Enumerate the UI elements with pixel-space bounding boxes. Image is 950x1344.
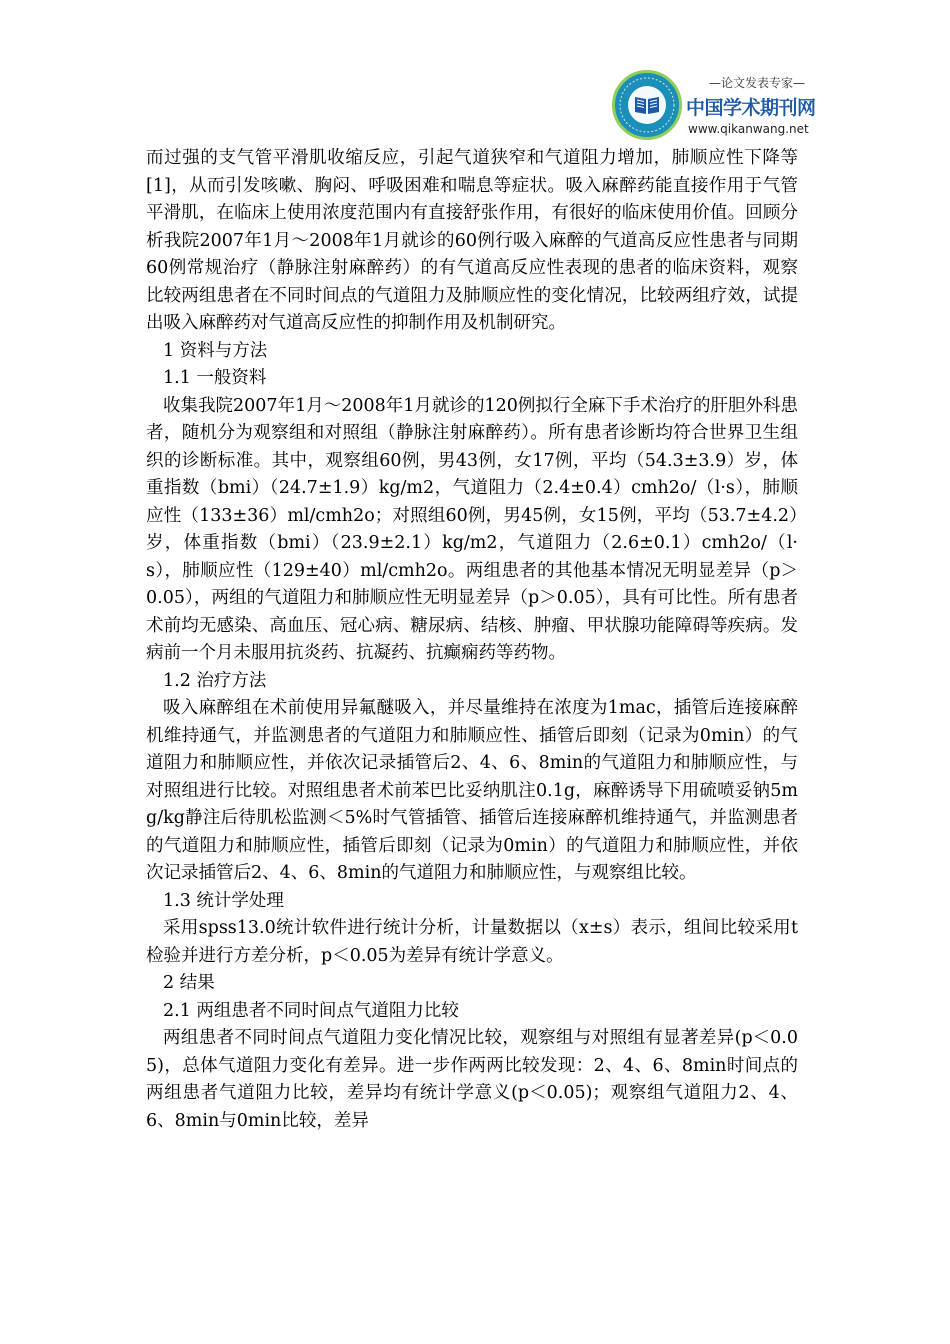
subsection-heading-2-1: 2.1 两组患者不同时间点气道阻力比较 xyxy=(163,1000,459,1021)
paragraph-statistics: 采用spss13.0统计软件进行统计分析，计量数据以（x±s）表示，组间比较采用t检验并进行方差分析，p＜0.05为差异有统计学意义。 xyxy=(146,918,798,966)
logo-slogan: —论文发表专家— xyxy=(708,76,805,90)
subsection-heading-1-1: 1.1 一般资料 xyxy=(163,368,267,388)
paragraph-intro: 而过强的支气管平滑肌收缩反应，引起气道狭窄和气道阻力增加，肺顺应性下降等[1]，从而引发咳嗽、胸闷、呼吸困难和喘息等症状。吸入麻醉药能直接作用于气管平滑肌，在临床上使用浓度范围内有直接舒张作用，有很好的临床使用价值。回顾分析我院2007年1月～2008年1月就诊的60例行吸入麻醉的气道高反应性患者与同期60例常规治疗（静脉注射麻醉药）的有气道高反应性表现的患者的临床资料，观察比较两组患者在不同时间点的气道阻力及肺顺应性的变化情况，比较两组疗效，试提出吸入麻醉药对气道高反应性的抑制作用及机制研究。 xyxy=(146,148,798,333)
logo-emblem-icon xyxy=(612,70,682,140)
section-heading-2: 2 结果 xyxy=(163,973,215,993)
logo-name: 中国学术期刊网 xyxy=(686,97,816,119)
subsection-heading-1-2: 1.2 治疗方法 xyxy=(163,670,267,691)
open-book-icon xyxy=(633,94,661,116)
logo-url: www.qikanwang.net xyxy=(688,122,809,136)
paragraph-results-airway: 两组患者不同时间点气道阻力变化情况比较，观察组与对照组有显著差异(p＜0.05)，总体气道阻力变化有差异。进一步作两两比较发现：2、4、6、8min时间点的两组患者气道阻力比较，差异均有统计学意义(p＜0.05)；观察组气道阻力2、4、6、8min与0min比较，差异 xyxy=(146,1028,798,1131)
site-logo xyxy=(612,70,832,156)
section-heading-1: 1 资料与方法 xyxy=(163,340,268,361)
paragraph-general-data: 收集我院2007年1月～2008年1月就诊的120例拟行全麻下手术治疗的肝胆外科患者，随机分为观察组和对照组（静脉注射麻醉药）。所有患者诊断均符合世界卫生组织的诊断标准。其中，观察组60例，男43例，女17例，平均（54.3±3.9）岁，体重指数（bmi）（24.7±1.9）kg/m2，气道阻力（2.4±0.4）cmh2o/（l·s），肺顺应性（133±36）ml/cmh2o；对照组60例，男45例，女15例，平均（53.7±4.2）岁，体重指数（bmi）（23.9±2.1）kg/m2，气道阻力（2.6±0.1）cmh2o/（l·s），肺顺应性（129±40）ml/cmh2o。两组患者的其他基本情况无明显差异（p＞0.05），两组的气道阻力和肺顺应性无明显差异（p＞0.05），具有可比性。所有患者术前均无感染、高血压、冠心病、糖尿病、结核、肿瘤、甲状腺功能障碍等疾病。发病前一个月未服用抗炎药、抗凝药、抗癫痫药等药物。 xyxy=(146,395,798,663)
subsection-heading-1-3: 1.3 统计学处理 xyxy=(163,890,284,911)
article-body xyxy=(146,145,798,1135)
paragraph-treatment-method: 吸入麻醉组在术前使用异氟醚吸入，并尽量维持在浓度为1mac，插管后连接麻醉机维持通气，并监测患者的气道阻力和肺顺应性、插管后即刻（记录为0min）的气道阻力和肺顺应性，并依次记录插管后2、4、6、8min的气道阻力和肺顺应性，与对照组进行比较。对照组患者术前苯巴比妥纳肌注0.1g，麻醉诱导下用硫喷妥钠5mg/kg静注后待肌松监测＜5%时气管插管、插管后连接麻醉机维持通气，并监测患者的气道阻力和肺顺应性，插管后即刻（记录为0min）的气道阻力和肺顺应性，并依次记录插管后2、4、6、8min的气道阻力和肺顺应性，与观察组比较。 xyxy=(146,698,798,883)
